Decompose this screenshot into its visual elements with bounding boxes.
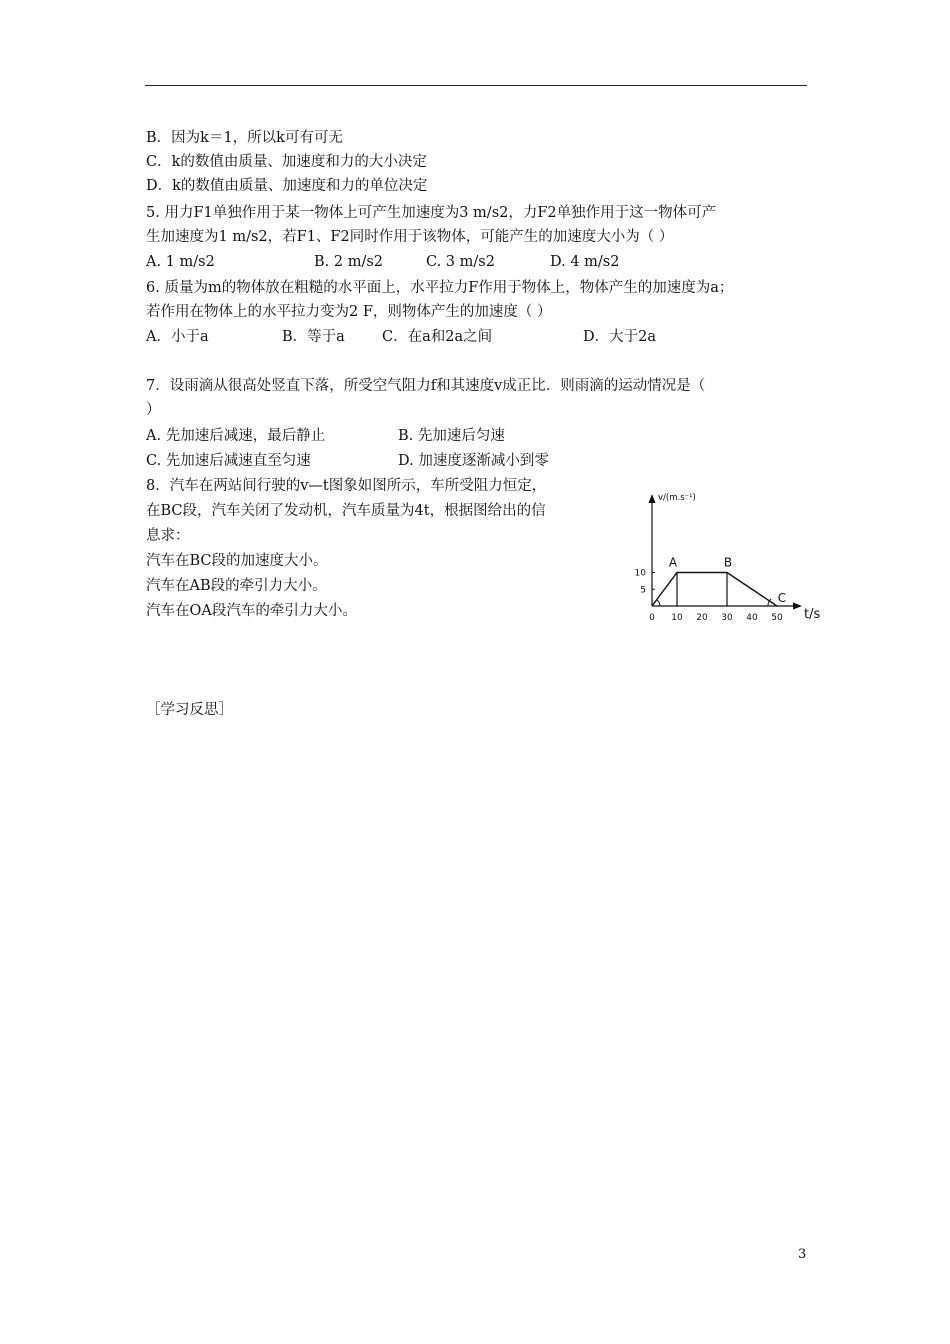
- q7-option-a: A. 先加速后减速，最后静止: [146, 428, 326, 444]
- y-tick-label: 5: [640, 585, 646, 596]
- q7-line-2: ）: [146, 402, 161, 418]
- q6-line-1: 6. 质量为m的物体放在粗糙的水平面上，水平拉力F作用于物体上，物体产生的加速度为a；: [146, 280, 734, 296]
- q4-option-b: B．因为k＝1，所以k可有可无: [146, 130, 343, 146]
- q8-line-2: 在BC段，汽车关闭了发动机，汽车质量为4t，根据图给出的信: [146, 503, 546, 519]
- velocity-series-line: [652, 573, 777, 607]
- x-tick-label: 30: [721, 613, 733, 623]
- q5-option-b: B. 2 m/s2: [314, 254, 384, 270]
- x-tick-label: 20: [696, 613, 708, 623]
- q8-line-3: 息求：: [146, 528, 190, 544]
- angle-arc-o: [657, 600, 660, 606]
- point-label-b: B: [723, 555, 733, 570]
- q4-option-c: C．k的数值由质量、加速度和力的大小决定: [146, 154, 427, 170]
- point-label-a: A: [668, 555, 678, 570]
- q6-option-a: A．小于a: [146, 329, 209, 345]
- q7-option-b: B. 先加速后匀速: [398, 428, 505, 444]
- q6-option-d: D．大于2a: [583, 329, 656, 345]
- x-axis-label: t/s: [804, 607, 821, 622]
- x-axis-arrow: [793, 603, 802, 610]
- header-rule: [145, 85, 807, 86]
- x-tick-label: 40: [746, 613, 758, 623]
- q8-line-4: 汽车在BC段的加速度大小。: [146, 553, 328, 569]
- q7-option-c: C. 先加速后减速直至匀速: [146, 453, 311, 469]
- q6-option-b: B．等于a: [282, 329, 345, 345]
- reflection-heading: ［学习反思］: [146, 702, 233, 718]
- q5-line-1: 5. 用力F1单独作用于某一物体上可产生加速度为3 m/s2，力F2单独作用于这一物体可产: [146, 205, 717, 221]
- q6-line-2: 若作用在物体上的水平拉力变为2 F，则物体产生的加速度（ ）: [146, 304, 552, 320]
- page-number: 3: [798, 1247, 807, 1262]
- q8-line-6: 汽车在OA段汽车的牵引力大小。: [146, 603, 357, 619]
- q5-option-c: C. 3 m/s2: [426, 254, 495, 270]
- q7-option-d: D. 加速度逐渐减小到零: [398, 453, 549, 469]
- q5-option-d: D. 4 m/s2: [550, 254, 620, 270]
- y-axis-label: v/(m.s⁻¹): [658, 493, 696, 503]
- q8-line-5: 汽车在AB段的牵引力大小。: [146, 578, 327, 594]
- q7-line-1: 7．设雨滴从很高处竖直下落，所受空气阻力f和其速度v成正比．则雨滴的运动情况是（: [146, 378, 706, 394]
- q4-option-d: D．k的数值由质量、加速度和力的单位决定: [146, 178, 428, 194]
- point-label-c: C: [777, 591, 787, 605]
- y-axis-arrow: [649, 494, 656, 503]
- y-tick-label: 10: [634, 568, 646, 579]
- q8-line-1: 8．汽车在两站间行驶的v—t图象如图所示，车所受阻力恒定，: [146, 478, 547, 494]
- q5-line-2: 生加速度为1 m/s2，若F1、F2同时作用于该物体，可能产生的加速度大小为（ ）: [146, 229, 674, 245]
- x-tick-label: 10: [671, 613, 683, 623]
- x-tick-label: 0: [649, 613, 655, 623]
- q5-option-a: A. 1 m/s2: [146, 254, 215, 270]
- q6-option-c: C．在a和2a之间: [382, 329, 493, 345]
- vt-graph: [628, 486, 858, 626]
- x-tick-label: 50: [771, 613, 783, 623]
